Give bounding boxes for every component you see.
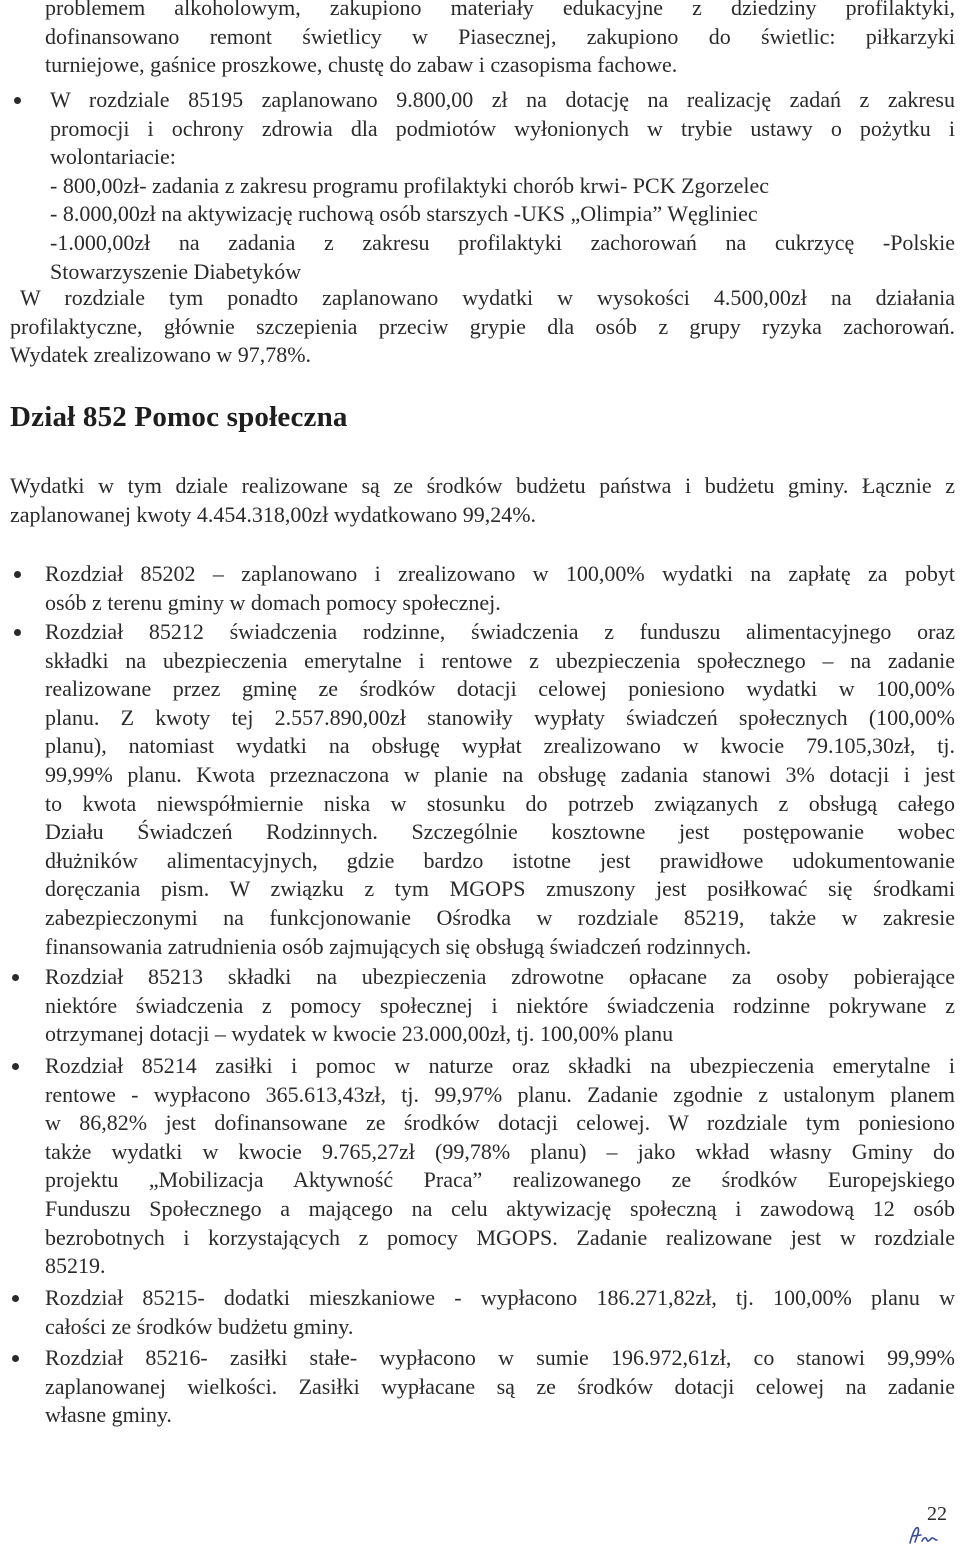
text-line: całości ze środków budżetu gminy. — [45, 1313, 354, 1339]
text-line: Rozdział 85216- zasiłki stałe- wypłacono w sumie 196.972,61zł, co stanowi 99,99% — [45, 1345, 955, 1370]
text-line: realizowane przez gminę ze środków dotacji celowej poniesiono wydatki w 100,00% — [45, 676, 955, 702]
text-line: Rozdział 85212 świadczenia rodzinne, świadczenia z funduszu alimentacyjnego oraz — [45, 619, 955, 644]
text-line: rentowe - wypłacono 365.613,43zł, tj. 99,97% planu. Zadanie zgodnie z ustalonym planem — [45, 1081, 955, 1107]
text-line: dofinansowano remont świetlicy w Piasecznej, zakupiono do świetlic: piłkarzyki — [45, 23, 955, 49]
text-line: Rozdział 85215- dodatki mieszkaniowe - wypłacono 186.271,82zł, tj. 100,00% planu w — [45, 1285, 955, 1310]
section-intro-paragraph — [10, 472, 955, 529]
text-line: projektu „Mobilizacja Aktywność Praca” realizowanego ze środków Europejskiego — [45, 1167, 955, 1193]
text-line: turniejowe, gaśnice proszkowe, chustę do zabaw i czasopisma fachowe. — [45, 52, 678, 78]
bullet-icon — [12, 1355, 19, 1362]
text-line: Działu Świadczeń Rodzinnych. Szczególnie kosztowne jest postępowanie wobec — [45, 819, 955, 845]
bullet-icon — [12, 1063, 19, 1070]
intro-paragraph — [45, 0, 955, 80]
text-line: finansowania zatrudnienia osób zajmujących się obsługą świadczeń rodzinnych. — [45, 933, 752, 959]
text-line: -1.000,00zł na zadania z zakresu profilaktyki zachorowań na cukrzycę -Polskie — [50, 229, 955, 255]
text-line: planu), natomiast wydatki na obsługę wypłat zrealizowano w kwocie 79.105,30zł, tj. — [45, 733, 955, 759]
text-line: bezrobotnych i korzystających z pomocy MGOPS. Zadanie realizowane jest w rozdziale — [45, 1224, 955, 1250]
vaccination-paragraph — [10, 284, 955, 370]
text-line: W rozdziale 85195 zaplanowano 9.800,00 zł na dotację na realizację zadań z zakresu — [50, 87, 955, 112]
text-line: - 800,00zł- zadania z zakresu programu profilaktyki chorób krwi- PCK Zgorzelec — [50, 172, 770, 198]
text-line: własne gminy. — [45, 1402, 172, 1428]
text-line: zaplanowanej kwoty 4.454.318,00zł wydatkowano 99,24%. — [10, 501, 537, 527]
text-line: Rozdział 85213 składki na ubezpieczenia zdrowotne opłacane za osoby pobierające — [45, 964, 955, 989]
text-line: 99,99% planu. Kwota przeznaczona w planie na obsługę zadania stanowi 3% dotacji i jest — [45, 761, 955, 787]
bullet-icon — [12, 974, 19, 981]
text-line: zabezpieczonymi na funkcjonowanie Ośrodka w rozdziale 85219, także w zakresie — [45, 904, 955, 930]
text-line: doręczania pism. W związku z tym MGOPS zmuszony jest posiłkować się środkami — [45, 876, 955, 902]
handwritten-initials-icon — [907, 1524, 943, 1546]
text-line: także wydatki w kwocie 9.765,27zł (99,78% planu) – jako wkład własny Gminy do — [45, 1138, 955, 1164]
text-line: Wydatki w tym dziale realizowane są ze środków budżetu państwa i budżetu gminy. Łącznie z — [10, 473, 955, 498]
text-line: dłużników alimentacyjnych, gdzie bardzo istotne jest prawidłowe udokumentowanie — [45, 847, 955, 873]
text-line: W rozdziale tym ponadto zaplanowano wydatki w wysokości 4.500,00zł na działania — [20, 285, 955, 310]
text-line: niektóre świadczenia z pomocy społecznej i niektóre świadczenia rodzinne pokrywane z — [45, 992, 955, 1018]
text-line: - 8.000,00zł na aktywizację ruchową osób starszych -UKS „Olimpia” Węgliniec — [50, 201, 758, 227]
bullet-icon — [14, 629, 21, 636]
bullet-icon — [14, 571, 21, 578]
text-line: problemem alkoholowym, zakupiono materiały edukacyjne z dziedziny profilaktyki, — [45, 0, 955, 20]
text-line: Rozdział 85202 – zaplanowano i zrealizowano w 100,00% wydatki na zapłatę za pobyt — [45, 561, 955, 586]
text-line: Funduszu Społecznego a mającego na celu aktywizację społeczną i zawodową 12 osób — [45, 1195, 955, 1221]
text-line: 85219. — [45, 1253, 106, 1279]
bullet-icon — [14, 97, 21, 104]
text-line: wolontariacie: — [50, 144, 176, 170]
page-number: 22 — [927, 1503, 947, 1525]
text-line: Rozdział 85214 zasiłki i pomoc w naturze oraz składki na ubezpieczenia emerytalne i — [45, 1053, 955, 1078]
text-line: Wydatek zrealizowano w 97,78%. — [10, 342, 312, 368]
text-line: zaplanowanej wielkości. Zasiłki wypłacane są ze środków dotacji celowej na zadanie — [45, 1373, 955, 1399]
text-line: planu. Z kwoty tej 2.557.890,00zł stanowiły wypłaty świadczeń społecznych (100,00% — [45, 704, 955, 730]
text-line: Stowarzyszenie Diabetyków — [50, 258, 302, 284]
text-line: promocji i ochrony zdrowia dla podmiotów wyłonionych w trybie ustawy o pożytku i — [50, 115, 955, 141]
text-line: osób z terenu gminy w domach pomocy społecznej. — [45, 589, 501, 615]
text-line: otrzymanej dotacji – wydatek w kwocie 23.000,00zł, tj. 100,00% planu — [45, 1021, 674, 1047]
section-heading: Dział 852 Pomoc społeczna — [10, 401, 348, 433]
text-line: składki na ubezpieczenia emerytalne i rentowe z ubezpieczenia społecznego – na zadanie — [45, 647, 955, 673]
text-line: to kwota niewspółmiernie niska w stosunku do potrzeb związanych z obsługą całego — [45, 790, 955, 816]
text-line: profilaktyczne, głównie szczepienia przeciw grypie dla osób z grupy ryzyka zachorowań. — [10, 313, 955, 339]
text-line: w 86,82% jest dofinansowane ze środków dotacji celowej. W rozdziale tym poniesiono — [45, 1110, 955, 1136]
bullet-icon — [12, 1295, 19, 1302]
